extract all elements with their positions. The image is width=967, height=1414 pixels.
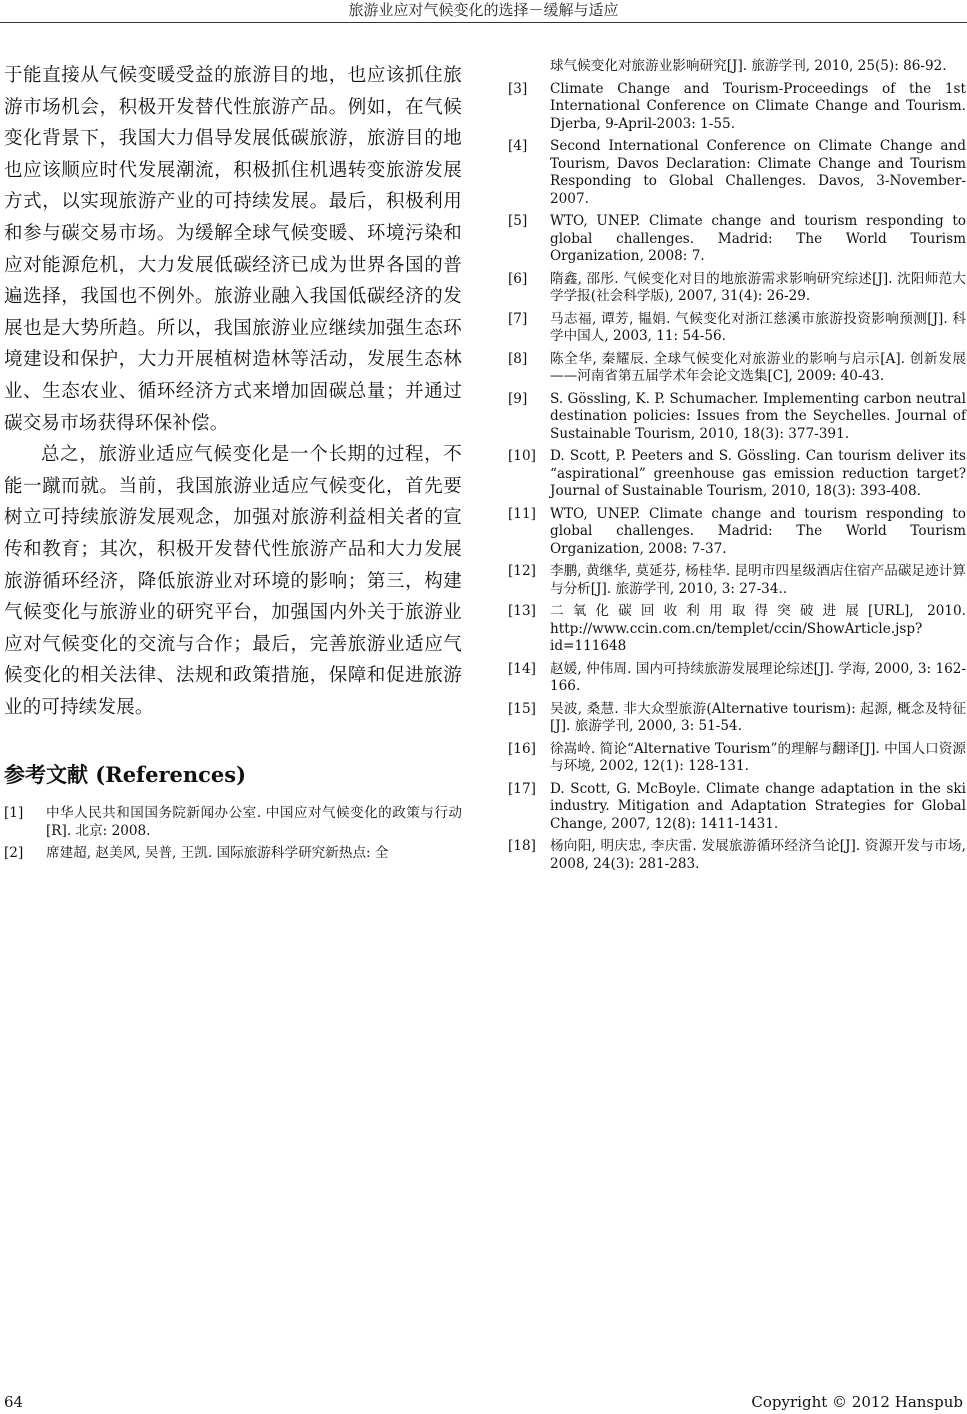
reference-text: Second International Conference on Climate Change and Tourism, Davos Declaration: Climate Change and Tourism Responding to Global Challenges. Davos, 3-November-2007. [550, 138, 966, 207]
reference-item [508, 391, 966, 444]
copyright-notice: Copyright © 2012 Hanspub [751, 1393, 963, 1411]
reference-number: [9] [508, 390, 528, 407]
reference-item [508, 701, 966, 736]
reference-text: WTO, UNEP. Climate change and tourism responding to global challenges. Madrid: The World Tourism Organization, 2008: 7. [550, 213, 966, 264]
reference-number: [14] [508, 660, 536, 677]
reference-number: [18] [508, 838, 536, 854]
reference-text: D. Scott, P. Peeters and S. Gössling. Can tourism deliver its “aspirational” greenhouse gas emission reduction target? Journal of Sustainable Tourism, 2010, 18(3): 393-408. [550, 448, 966, 499]
reference-text: 席建超, 赵美风, 吴普, 王凯. 国际旅游科学研究新热点: 全 [46, 845, 389, 862]
reference-number: [6] [508, 270, 528, 287]
reference-item [508, 838, 966, 873]
paragraph-continuation: 于能直接从气候变暖受益的旅游目的地，也应该抓住旅游市场机会，积极开发替代性旅游产品。例如，在气候变化背景下，我国大力倡导发展低碳旅游，旅游目的地也应该顺应时代发展潮流，积极抓住机遇转变旅游发展方式，以实现旅游产业的可持续发展。最后，积极利用和参与碳交易市场。为缓解全球气候变暖、环境污染和应对能源危机，大力发展低碳经济已成为世界各国的普遍选择，我国也不例外。旅游业融入我国低碳经济的发展也是大势所趋。所以，我国旅游业应继续加强生态环境建设和保护，大力开展植树造林等活动，发展生态林业、生态农业、循环经济方式来增加固碳总量；并通过碳交易市场获得环保补偿。 [4, 65, 462, 434]
reference-number: [13] [508, 603, 536, 619]
reference-number: [15] [508, 700, 536, 717]
reference-text: WTO, UNEP. Climate change and tourism responding to global challenges. Madrid: The World Tourism Organization, 2008: 7-37. [550, 505, 966, 557]
reference-text: S. Gössling, K. P. Schumacher. Implementing carbon neutral destination policies: Issues from the Seychelles. Journal of Sustainable Tourism, 2010, 18(3): 377-391. [550, 390, 966, 442]
page-number: 64 [4, 1393, 24, 1411]
reference-number: [11] [508, 505, 536, 522]
reference-item [508, 741, 966, 776]
reference-item [508, 661, 966, 696]
reference-number: [5] [508, 213, 528, 229]
reference-text: 徐嵩岭. 简论“Alternative Tourism”的理解与翻译[J]. 中国人口资源与环境, 2002, 12(1): 128-131. [550, 740, 966, 774]
reference-text: 二氧化碳回收利用取得突破进展[URL], 2010. http://www.ccin.com.cn/templet/ccin/ShowArticle.jsp?id=111648 [550, 603, 966, 654]
running-header: 旅游业应对气候变化的选择－缓解与适应 [0, 0, 967, 23]
body-text [4, 60, 462, 723]
reference-text: 马志福, 谭芳, 韫娟. 气候变化对浙江慈溪市旅游投资影响预测[J]. 科学中国人, 2003, 11: 54-56. [550, 310, 966, 344]
reference-item [508, 603, 966, 656]
left-column [4, 60, 462, 868]
reference-item [508, 781, 966, 834]
reference-text: 陈全华, 秦耀辰. 全球气候变化对旅游业的影响与启示[A]. 创新发展——河南省第五届学术年会论文选集[C], 2009: 40-43. [550, 350, 966, 384]
reference-number: [1] [4, 805, 24, 822]
reference-item [508, 506, 966, 559]
reference-number: [12] [508, 563, 536, 579]
reference-item [508, 311, 966, 346]
references-heading: 参考文献 (References) [4, 762, 247, 788]
paragraph-conclusion: 总之，旅游业适应气候变化是一个长期的过程，不能一蹴而就。当前，我国旅游业适应气候变化，首先要树立可持续旅游发展观念，加强对旅游利益相关者的宣传和教育；其次，积极开发替代性旅游产品和大力发展旅游循环经济，降低旅游业对环境的影响；第三，构建气候变化与旅游业的研究平台，加强国内外关于旅游业应对气候变化的交流与合作；最后，完善旅游业适应气候变化的相关法律、法规和政策措施，保障和促进旅游业的可持续发展。 [4, 444, 462, 718]
reference-item [4, 845, 462, 863]
reference-number: [7] [508, 310, 528, 327]
reference-number: [2] [4, 845, 24, 862]
reference-text: Climate Change and Tourism-Proceedings of the 1st International Conference on Climate Change and Tourism. Djerba, 9-April-2003: 1-55. [550, 80, 966, 132]
reference-number: [4] [508, 138, 528, 154]
reference-text: 吴波, 桑慧. 非大众型旅游(Alternative tourism): 起源, 概念及特征[J]. 旅游学刊, 2000, 3: 51-54. [550, 700, 966, 734]
reference-item [508, 351, 966, 386]
reference-number: [16] [508, 740, 536, 757]
reference-text: 隋鑫, 邵彤. 气候变化对目的地旅游需求影响研究综述[J]. 沈阳师范大学学报(社会科学版), 2007, 31(4): 26-29. [550, 270, 966, 304]
reference-item [508, 448, 966, 501]
reference-item [508, 81, 966, 134]
reference-text: 中华人民共和国国务院新闻办公室. 中国应对气候变化的政策与行动[R]. 北京: 2008. [46, 805, 462, 839]
reference-text: 赵媛, 仲伟周. 国内可持续旅游发展理论综述[J]. 学海, 2000, 3: 162-166. [550, 660, 966, 694]
reference-number: [10] [508, 448, 536, 464]
reference-number: [17] [508, 780, 536, 797]
reference-text: 杨向阳, 明庆忠, 李庆雷. 发展旅游循环经济刍论[J]. 资源开发与市场, 2008, 24(3): 281-283. [550, 838, 966, 872]
reference-item [508, 563, 966, 598]
reference-item [4, 805, 462, 840]
reference-text: D. Scott, G. McBoyle. Climate change adaptation in the ski industry. Mitigation and Adaptation Strategies for Global Change, 2007, 12(8): 1411-1431. [550, 780, 966, 832]
reference-number: [8] [508, 350, 528, 367]
right-column [508, 58, 966, 878]
reference-text: 李鹏, 黄继华, 莫延芬, 杨桂华. 昆明市四星级酒店住宿产品碳足迹计算与分析[J]. 旅游学刊, 2010, 3: 27-34.. [550, 563, 966, 597]
reference-number: [3] [508, 80, 528, 97]
reference-item [508, 138, 966, 208]
reference-item [508, 213, 966, 266]
reference-continuation: 球气候变化对旅游业影响研究[J]. 旅游学刊, 2010, 25(5): 86-92. [550, 58, 947, 74]
reference-item [508, 271, 966, 306]
